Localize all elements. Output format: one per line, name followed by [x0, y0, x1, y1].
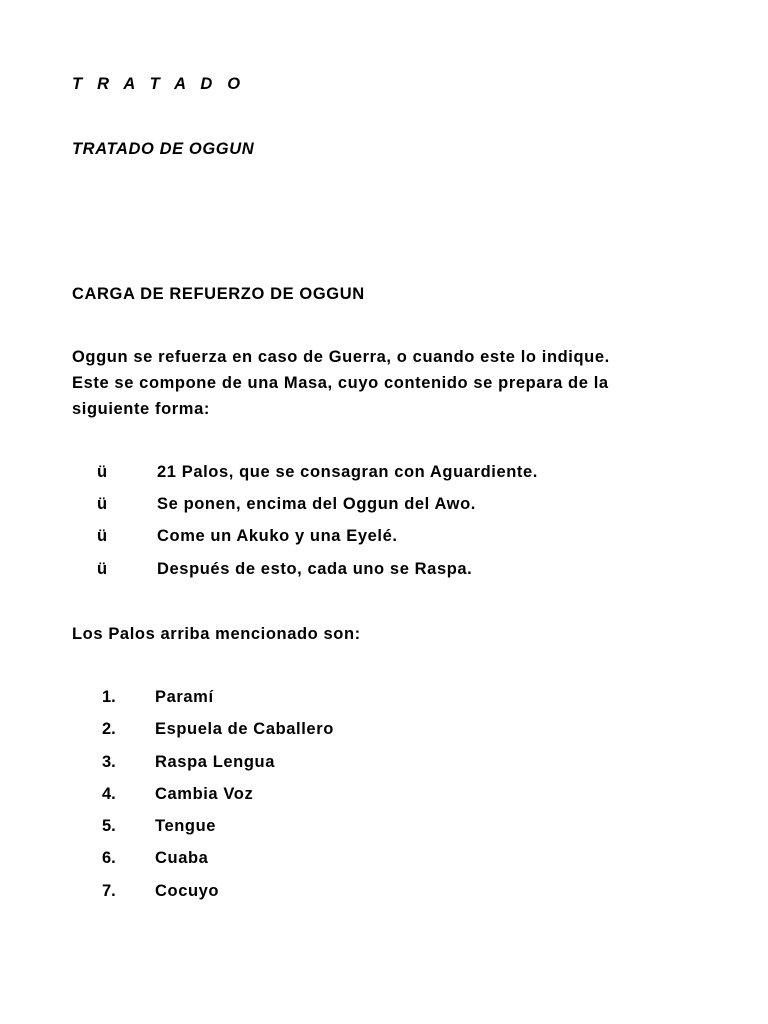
document-subtitle: TRATADO DE OGGUN: [72, 140, 255, 158]
list-number: 4.: [102, 785, 116, 803]
list-item: Paramí: [155, 688, 214, 706]
list-item: Cocuyo: [155, 882, 220, 900]
list-item: Tengue: [155, 817, 217, 835]
bullet-mark: ü: [97, 463, 108, 481]
list-number: 5.: [102, 817, 116, 835]
list-number: 3.: [102, 753, 116, 771]
list-number: 7.: [102, 882, 116, 900]
intro-line: Oggun se refuerza en caso de Guerra, o cuando este lo indique.: [72, 348, 610, 366]
list-number: 1.: [102, 688, 116, 706]
bullet-mark: ü: [97, 527, 108, 545]
section-heading: CARGA DE REFUERZO DE OGGUN: [72, 285, 365, 303]
list-item: Espuela de Caballero: [155, 720, 334, 738]
bullet-text: 21 Palos, que se consagran con Aguardiente.: [157, 463, 538, 481]
intro-paragraph: [72, 344, 702, 422]
list-item: Raspa Lengua: [155, 753, 275, 771]
bullet-text: Come un Akuko y una Eyelé.: [157, 527, 398, 545]
list-number: 6.: [102, 849, 116, 867]
list-number: 2.: [102, 720, 116, 738]
intro-line: Este se compone de una Masa, cuyo contenido se prepara de la: [72, 374, 609, 392]
list-item: Cuaba: [155, 849, 209, 867]
list-item: Cambia Voz: [155, 785, 254, 803]
intro-line: siguiente forma:: [72, 400, 210, 418]
bullet-mark: ü: [97, 495, 108, 513]
bullet-text: Después de esto, cada uno se Raspa.: [157, 560, 473, 578]
bullet-mark: ü: [97, 560, 108, 578]
list-intro: Los Palos arriba mencionado son:: [72, 625, 361, 643]
bullet-text: Se ponen, encima del Oggun del Awo.: [157, 495, 476, 513]
document-header: T R A T A D O: [72, 75, 246, 93]
